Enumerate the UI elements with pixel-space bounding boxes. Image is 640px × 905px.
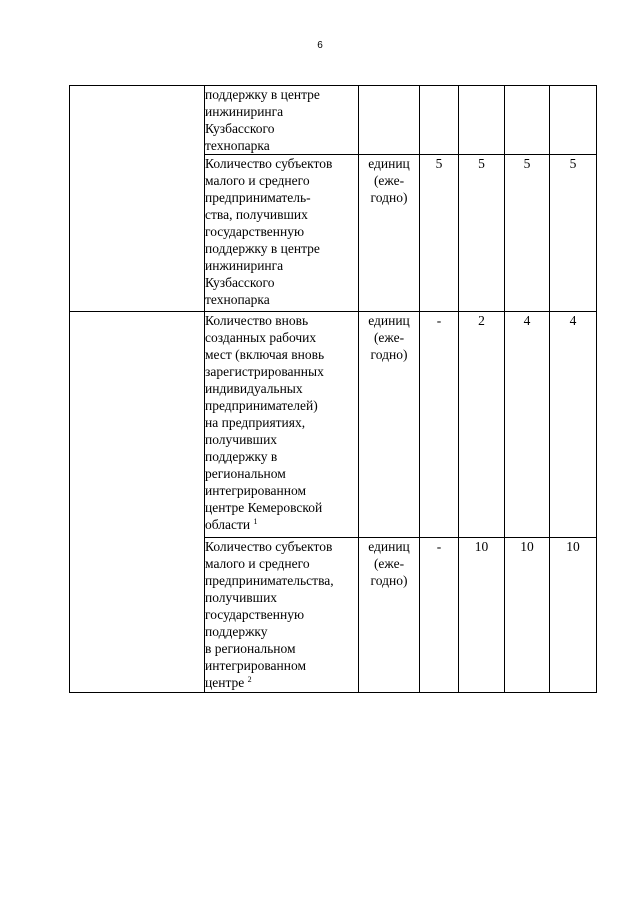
value-cell (420, 86, 459, 155)
indicator-name: Количество субъектов малого и среднего предпринимательства, получивших государственную поддержку в региональном интегрированном центре $^2$ (205, 538, 359, 693)
value-cell: 4 (505, 312, 550, 538)
value-cell: 5 (550, 155, 597, 312)
unit-cell (359, 86, 420, 155)
unit-cell: единиц (еже- годно) (359, 155, 420, 312)
indicator-name: Количество субъектов малого и среднего предприниматель- ства, получивших государственную поддержку в центре инжиниринга Кузбасского технопарка (205, 155, 359, 312)
indicator-name: поддержку в центре инжиниринга Кузбасского технопарка (205, 86, 359, 155)
footnote-marker: 1 (253, 517, 258, 526)
page-number: 6 (317, 40, 323, 51)
value-cell: - (420, 312, 459, 538)
table-row (70, 312, 597, 538)
value-cell: 10 (505, 538, 550, 693)
table-row (70, 86, 597, 155)
value-cell: - (420, 538, 459, 693)
program-cell (70, 86, 205, 312)
program-cell (70, 312, 205, 693)
footnote-marker: 2 (247, 675, 252, 684)
value-cell: 5 (420, 155, 459, 312)
value-cell: 2 (459, 312, 505, 538)
value-cell: 10 (459, 538, 505, 693)
unit-cell: единиц (еже- годно) (359, 538, 420, 693)
value-cell: 5 (505, 155, 550, 312)
value-cell (550, 86, 597, 155)
value-cell (459, 86, 505, 155)
indicator-name: Количество вновь созданных рабочих мест (включая вновь зарегистрированных индивидуальных предпринимателей) на предприятиях, получивших поддержку в региональном интегрированном центре Кемеровской области $^1$ (205, 312, 359, 538)
value-cell (505, 86, 550, 155)
unit-cell: единиц (еже- годно) (359, 312, 420, 538)
value-cell: 10 (550, 538, 597, 693)
indicators-table (69, 85, 597, 693)
value-cell: 4 (550, 312, 597, 538)
value-cell: 5 (459, 155, 505, 312)
